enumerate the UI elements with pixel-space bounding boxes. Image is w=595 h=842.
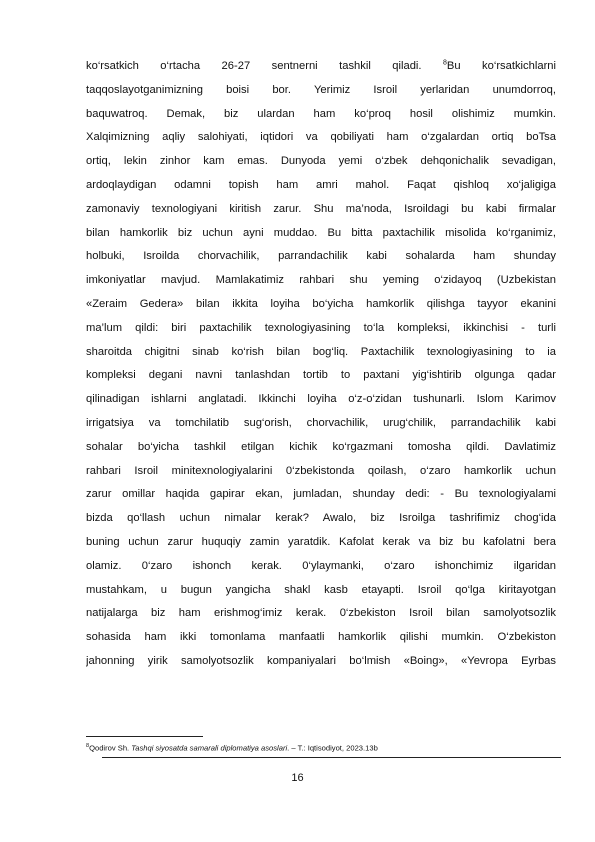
footnote-underline (102, 757, 561, 758)
text-line (86, 650, 556, 674)
text-line (86, 174, 556, 198)
body-text (86, 55, 556, 674)
footnote-reference: 8 (442, 59, 447, 67)
text-line-content: taqqoslayotganimizning boisi bor. Yerimiz Isroil yerlaridan unumdorroq, (86, 83, 556, 96)
text-line (86, 555, 556, 579)
text-line-content: sharoitda chigitni sinab ko‘rish bilan bog‘liq. Paxtachilik texnologiyasining to ia (86, 345, 556, 358)
text-line (86, 579, 556, 603)
text-line-content: sohalar bo‘yicha tashkil etilgan kichik ko‘rgazmani tomosha qildi. Davlatimiz (86, 440, 556, 453)
text-line (86, 103, 556, 127)
text-line (86, 388, 556, 412)
text-line-content: «Zeraim Gedera» bilan ikkita loyiha bo‘yicha hamkorlik qilishga tayyor ekanini (86, 297, 556, 310)
text-line (86, 412, 556, 436)
footnote (86, 741, 556, 754)
footnote-number: 8 (86, 743, 90, 749)
footnote-author: Qodirov Sh. (89, 743, 132, 753)
text-line-content: baquwatroq. Demak, biz ulardan ham ko‘proq hosil olishimiz mumkin. (86, 107, 556, 120)
text-line-content: olamiz. 0‘zaro ishonch kerak. 0‘ylaymanki, o‘zaro ishonchimiz ilgaridan (86, 559, 556, 572)
text-line-content: qilinadigan ishlarni anglatadi. Ikkinchi loyiha o‘z-o‘zidan tushunarli. Islom Karimov (86, 393, 556, 406)
text-line-content: sohasida ham ikki tomonlama manfaatli hamkorlik qilishi mumkin. O‘zbekiston (86, 631, 556, 644)
text-line (86, 79, 556, 103)
footnote-title: Tashqi siyosatda samarali diplomatiya asoslari (131, 743, 288, 753)
text-line (86, 150, 556, 174)
text-line-content: natijalarga biz ham erishmog‘imiz kerak. 0‘zbekiston Isroil bilan samolyotsozlik (86, 607, 556, 620)
text-line (86, 436, 556, 460)
text-line-content: Xalqimizning aqliy salohiyati, iqtidori va qobiliyati ham o‘zgalardan ortiq boTsa (86, 131, 556, 144)
text-line-content: kompleksi degani navni tanlashdan tortib to paxtani yig‘ishtirib olgunga qadar (86, 369, 556, 382)
text-line-content: holbuki, Isroilda chorvachilik, parrandachilik kabi sohalarda ham shunday (86, 250, 556, 263)
text-line (86, 341, 556, 365)
footnote-details: . – T.: Iqtisodiyot, 2023.13b (287, 743, 378, 753)
text-line-content: bilan hamkorlik biz uchun ayni muddao. Bu bitta paxtachilik misolida ko‘rganimiz, (86, 226, 556, 239)
text-line (86, 317, 556, 341)
text-line (86, 460, 556, 484)
text-line (86, 364, 556, 388)
text-line (86, 222, 556, 246)
text-line (86, 245, 556, 269)
text-line-tail: Bu ko‘rsatkichlarni (446, 60, 556, 72)
text-line-content: zamonaviy texnologiyani kiritish zarur. Shu ma’noda, Isroildagi bu kabi firmalar (86, 202, 556, 215)
footnote-separator (86, 736, 203, 737)
text-line (86, 293, 556, 317)
text-line (86, 602, 556, 626)
text-line (86, 198, 556, 222)
text-line (86, 626, 556, 650)
text-line-content: mustahkam, u bugun yangicha shakl kasb etayapti. Isroil qo‘lga kiritayotgan (86, 583, 556, 596)
page-number: 16 (291, 772, 304, 784)
text-line-content: ortiq, lekin zinhor kam emas. Dunyoda yemi o‘zbek dehqonichalik sevadigan, (86, 155, 556, 168)
text-line-content: imkoniyatlar mavjud. Mamlakatimiz rahbari shu yeming o‘zidayoq (Uzbekistan (86, 274, 556, 287)
text-line (86, 55, 556, 79)
text-line-content: irrigatsiya va tomchilatib sug‘orish, chorvachilik, urug‘chilik, parrandachilik kabi (86, 416, 556, 429)
text-line-content: ko‘rsatkich o‘rtacha 26-27 sentnerni tashkil qiladi. (86, 60, 443, 72)
text-line (86, 507, 556, 531)
text-line (86, 531, 556, 555)
text-line-content: rahbari Isroil minitexnologiyalarini 0‘zbekistonda qoilash, o‘zaro hamkorlik uchun (86, 464, 556, 477)
text-line-content: zarur omillar haqida gapirar ekan, jumladan, shunday dedi: - Bu texnologiyalami (86, 488, 556, 501)
text-line (86, 126, 556, 150)
text-line (86, 483, 556, 507)
text-line-content: ma’lum qildi: biri paxtachilik texnologiyasining to‘la kompleksi, ikkinchisi - turli (86, 321, 556, 334)
text-line-content: ardoqlaydigan odamni topish ham amri mahol. Faqat qishloq xo‘jaligiga (86, 178, 556, 191)
text-line-content: bizda qo‘llash uchun nimalar kerak? Awalo, biz Isroilga tashrifimiz chog‘ida (86, 512, 556, 525)
text-line-content: jahonning yirik samolyotsozlik kompaniyalari bo‘lmish «Boing», «Yevropa Eyrbas (86, 654, 556, 667)
text-line (86, 269, 556, 293)
text-line-content: buning uchun zarur huquqiy zamin yaratdik. Kafolat kerak va biz bu kafolatni bera (86, 535, 556, 548)
